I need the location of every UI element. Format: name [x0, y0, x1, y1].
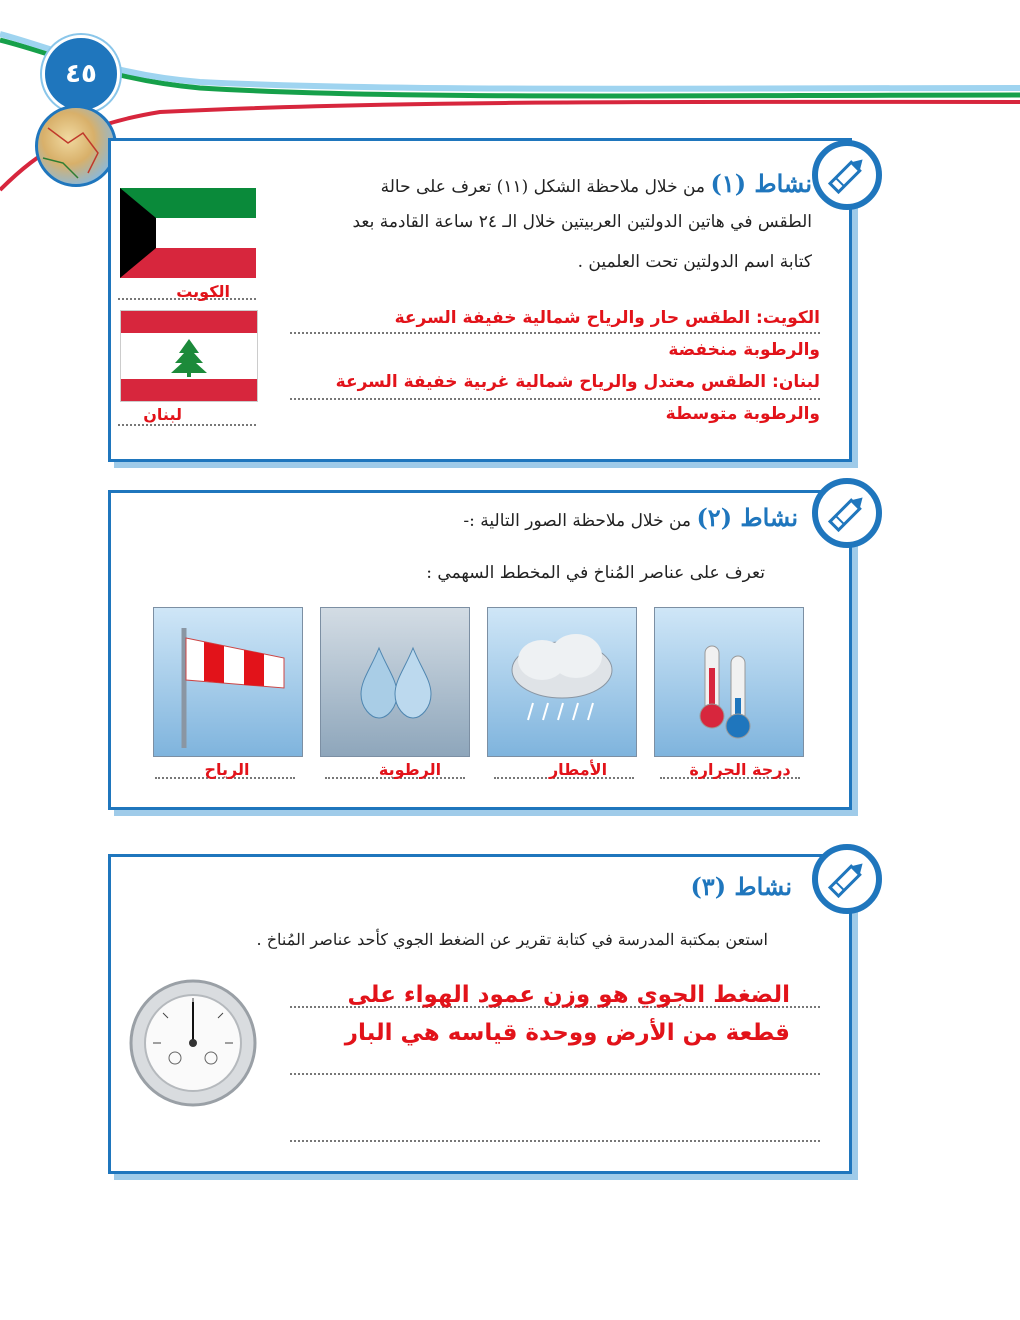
- wind-tile: [153, 607, 303, 757]
- activity3-answer-line2: قطعة من الأرض ووحدة قياسه هي البار: [344, 1020, 790, 1046]
- activity1-pencil-badge: [812, 140, 882, 210]
- activity3-answer-line1: الضغط الجوي هو وزن عمود الهواء على: [347, 982, 790, 1008]
- temperature-tile: [654, 607, 804, 757]
- flag1-label: الكويت: [176, 282, 230, 301]
- windsock-icon: [154, 608, 302, 756]
- pencil-icon: [818, 146, 876, 204]
- activity2-title: نشاط (٢): [696, 503, 798, 532]
- water-drops-icon: [321, 608, 469, 756]
- caption-humidity: الرطوبة: [378, 760, 442, 779]
- page-number: ٤٥: [65, 59, 97, 89]
- activity1-answer-line4: والرطوبة متوسطة: [665, 404, 820, 424]
- lebanon-flag: [120, 310, 258, 402]
- activity3-title: نشاط (٣): [690, 872, 792, 901]
- activity3-text-line1: استعن بمكتبة المدرسة في كتابة تقرير عن الضغط الجوي كأحد عناصر المُناخ .: [256, 930, 768, 949]
- activity1-text-line1: من خلال ملاحظة الشكل (١١) تعرف على حالة: [380, 177, 706, 197]
- activity2-text-line1: من خلال ملاحظة الصور التالية :-: [463, 511, 692, 531]
- activity2-pencil-badge: [812, 478, 882, 548]
- activity1-title: نشاط (١): [710, 169, 812, 198]
- activity3-header: [492, 872, 792, 901]
- rain-cloud-icon: [488, 608, 636, 756]
- caption-temperature: درجة الحرارة: [689, 760, 791, 779]
- activity1-dotline-2: [290, 398, 820, 400]
- activity1-dotline-1: [290, 332, 820, 334]
- activity1-answer-line1: الكويت: الطقس حار والرياح شمالية خفيفة السرعة: [394, 308, 820, 328]
- thermometer-icon: [655, 608, 803, 756]
- activity1-answer-line2: والرطوبة منخفضة: [668, 340, 820, 360]
- pencil-icon: [818, 850, 876, 908]
- activity1-header: [272, 166, 812, 205]
- flag2-label: لبنان: [143, 405, 182, 424]
- activity2-text-line2: تعرف على عناصر المُناخ في المخطط السهمي :: [426, 563, 765, 583]
- activity3-dotline-3: [290, 1140, 820, 1142]
- rain-tile: [487, 607, 637, 757]
- activity1-text-line2: الطقس في هاتين الدولتين العربيتين خلال الـ ٢٤ ساعة القادمة بعد: [352, 212, 812, 232]
- flag2-dotline: [118, 424, 256, 426]
- map-thumbnail: [35, 105, 117, 187]
- activity3-dotline-2: [290, 1073, 820, 1075]
- page-number-badge: [42, 35, 120, 113]
- activity3-pencil-badge: [812, 844, 882, 914]
- caption-wind: الرياح: [204, 760, 250, 779]
- activity1-text-line3: كتابة اسم الدولتين تحت العلمين .: [577, 252, 812, 272]
- kuwait-flag: [120, 188, 256, 278]
- pencil-icon: [818, 484, 876, 542]
- caption-rain: الأمطار: [548, 760, 608, 779]
- activity1-answer-line3: لبنان: الطقس معتدل والرياح شمالية غربية خفيفة السرعة: [335, 372, 820, 392]
- humidity-tile: [320, 607, 470, 757]
- activity2-header: [238, 503, 798, 532]
